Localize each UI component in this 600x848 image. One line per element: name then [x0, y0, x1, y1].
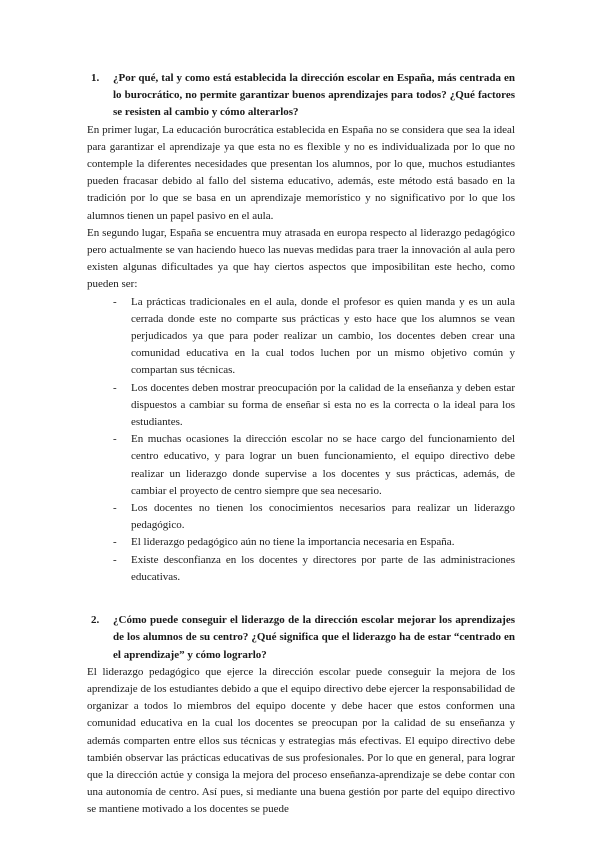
q1-factors-list [87, 294, 515, 586]
document-body [87, 70, 515, 819]
bullet-dash: - [113, 536, 117, 549]
list-item [113, 552, 515, 586]
list-item-text: Existe desconfianza en los docentes y directores por parte de las administraciones educativas. [131, 553, 515, 583]
list-item [113, 294, 515, 380]
list-item [113, 431, 515, 500]
question-1-number: 1. [91, 72, 100, 84]
bullet-dash: - [113, 502, 117, 515]
q2-paragraph-1: El liderazgo pedagógico que ejerce la dirección escolar puede conseguir la mejora de los aprendizaje de los estudiantes debido a que el equipo directivo debe ejercer la responsabilidad de organizar a todos lo miembros del equipo docente y debe hacer que estos conformen una comunidad educativa en la cual los docentes se preocupan por la calidad de su enseñanza y además comparten entre ellos sus técnicas y estrategias más efectivas. El equipo directivo debe también observar las prácticas educativas de sus profesionales. Por lo que en general, para lograr que la dirección actúe y consiga la mejora del proceso enseñanza-aprendizaje se debe contar con una autonomía de centro. Así pues, si mediante una buena gestión por parte del equipo directivo se mantiene motivado a los docentes se puede [87, 665, 515, 816]
list-item [113, 500, 515, 534]
question-2-text: ¿Cómo puede conseguir el liderazgo de la dirección escolar mejorar los aprendizajes de los alumnos de su centro? ¿Qué significa que el liderazgo ha de estar “centrado en el aprendizaje” y cómo lograrlo? [113, 614, 515, 661]
section-spacer [87, 586, 515, 612]
question-2-number: 2. [91, 614, 100, 627]
list-item-text: En muchas ocasiones la dirección escolar no se hace cargo del funcionamiento del centro educativo, y para lograr un buen funcionamiento, el equipo directivo debe realizar un liderazgo donde supervise a los docentes y sus prácticas, además, de cambiar el proyecto de centro siempre que sea necesario. [131, 433, 515, 497]
list-item-text: Los docentes deben mostrar preocupación por la calidad de la enseñanza y deben estar dispuestos a cambiar su forma de enseñar si esta no es la correcta o la ideal para los estudiantes. [131, 381, 515, 429]
list-item-text: La prácticas tradicionales en el aula, donde el profesor es quien manda y es un aula cerrada donde este no comparte sus prácticas y esto hace que los alumnos se vean perjudicados ya que para poder realizar un cambio, los docentes deben crear una comunidad educativa en la cual todos luchen por un mismo objetivo común y compartan sus técnicas. [131, 295, 515, 377]
list-item [113, 380, 515, 432]
q1-paragraph-1: En primer lugar, La educación burocrática establecida en España no se considera que sea la ideal para garantizar el aprendizaje ya que esta no es flexible y no es individualizada por lo que no contemple la diferentes necesidades que presentan los alumnos, por lo que, muchos estudiantes pueden fracasar debido al fallo del sistema educativo, además, este método está basado en la tradición por lo que se basa en un aprendizaje memorístico y no significativo por lo que los alumnos tienen un papel pasivo en el aula. [87, 123, 515, 222]
bullet-dash: - [113, 381, 117, 394]
bullet-dash: - [113, 433, 117, 446]
question-1-text: ¿Por qué, tal y como está establecida la dirección escolar en España, más centrada en lo burocrático, no permite garantizar buenos aprendizajes para todos? ¿Qué factores se resisten al cambio y cómo alterarlos? [113, 72, 515, 119]
list-item-text: Los docentes no tienen los conocimientos necesarios para realizar un liderazgo pedagógico. [131, 502, 515, 532]
bullet-dash: - [113, 553, 117, 566]
bullet-dash: - [113, 295, 117, 308]
question-2-heading [87, 612, 515, 664]
list-item-text: El liderazgo pedagógico aún no tiene la importancia necesaria en España. [131, 536, 455, 549]
question-1-heading [87, 70, 515, 122]
list-item [113, 534, 515, 551]
q1-paragraph-2: En segundo lugar, España se encuentra muy atrasada en europa respecto al liderazgo pedagógico pero actualmente se van haciendo hueco las nuevas medidas para traer la innovación al aula pero existen algunas dificultades ya que hay ciertos aspectos que imposibilitan este hecho, como pueden ser: [87, 226, 515, 291]
